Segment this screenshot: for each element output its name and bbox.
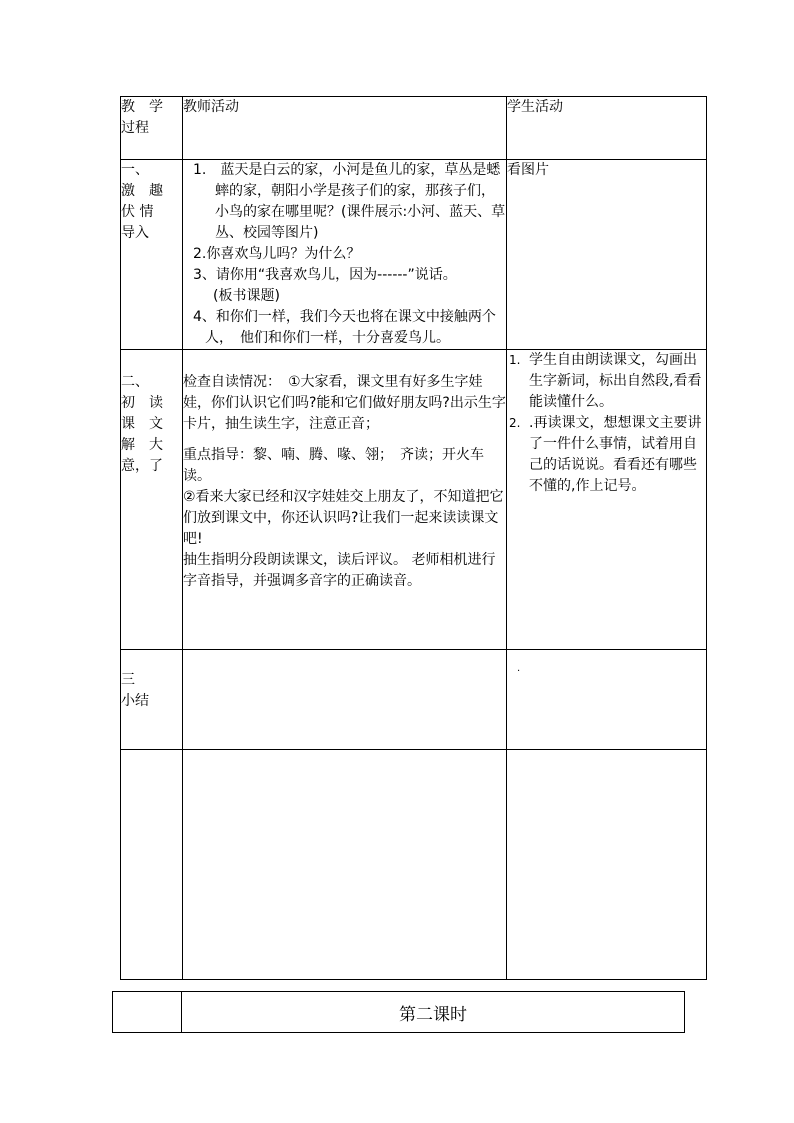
header-student-cell: [507, 97, 707, 160]
list-text: .再读课文，想想课文主要讲了一件什么事情，试着用自己的话说说。看看还有哪些不懂的,作上记号。: [529, 415, 702, 494]
header-teacher-label: 教师活动: [183, 99, 239, 115]
list-text: 学生自由朗读课文，勾画出生字新词，标出自然段,看看能读懂什么。: [529, 352, 702, 410]
stage-line: 小结: [121, 693, 149, 709]
stage-line: 导入: [121, 225, 149, 241]
list-item: [507, 350, 706, 413]
header-stage-label-1: 教 学: [121, 99, 163, 115]
list-number: 2.: [509, 416, 521, 430]
header-student-label: 学生活动: [507, 99, 563, 115]
teacher-item-2: 2.你喜欢鸟儿吗？为什么？: [193, 246, 361, 262]
list-number: 1.: [509, 353, 521, 367]
stage-line: 意，了: [121, 458, 163, 474]
student-list: [507, 350, 706, 497]
empty-cell: [121, 750, 183, 980]
stage-line: 二、: [121, 374, 149, 390]
header-row: [121, 97, 707, 160]
student-mark: .: [517, 663, 521, 674]
stage-line: 一、: [121, 162, 149, 178]
stage-line: 三: [121, 672, 135, 688]
teacher-paragraph: 抽生指明分段朗读课文，读后评议。 老师相机进行字音指导，并强调多音字的正确读音。: [183, 552, 496, 589]
stage-line: 课 文: [121, 416, 163, 432]
list-item: [507, 413, 706, 497]
footer-empty-cell: [113, 992, 182, 1033]
teacher-item-1: 1. 蓝天是白云的家，小河是鱼儿的家，草丛是蟋蟀的家，朝阳小学是孩子们的家，那孩子们，小鸟的家在哪里呢？(课件展示:小河、蓝天、草丛、校园等图片): [193, 162, 506, 241]
teacher-item-4: 4、和你们一样，我们今天也将在课文中接触两个人， 他们和你们一样，十分喜爱鸟儿。: [193, 309, 496, 346]
student-text: 看图片: [507, 162, 549, 178]
student-cell-2: [507, 350, 707, 650]
row-reading: [121, 350, 707, 650]
stage-line: 初 读: [121, 395, 163, 411]
empty-cell: [507, 750, 707, 980]
student-cell-1: [507, 160, 707, 350]
teacher-paragraph: ②看来大家已经和汉字娃娃交上朋友了，不知道把它们放到课文中，你还认识吗?让我们一起来读读课文吧!: [183, 489, 504, 547]
stage-cell-2: [121, 350, 183, 650]
stage-line: 激 趣: [121, 183, 163, 199]
stage-line: 伏 情: [121, 204, 154, 220]
header-stage-cell: [121, 97, 183, 160]
student-cell-3: [507, 650, 707, 750]
row-summary: [121, 650, 707, 750]
teacher-item-3: 3、请你用“我喜欢鸟儿，因为------”说话。: [193, 267, 457, 283]
teacher-item-3-note: (板书课题): [213, 288, 280, 304]
footer-table: [112, 991, 685, 1033]
stage-cell-1: [121, 160, 183, 350]
teacher-paragraph: 检查自读情况： ①大家看，课文里有好多生字娃娃，你们认识它们吗?能和它们做好朋友吗?出示生字卡片，抽生读生字，注意正音；: [183, 374, 506, 432]
footer-title: 第二课时: [182, 992, 685, 1033]
row-empty: [121, 750, 707, 980]
header-stage-label-2: 过程: [121, 120, 149, 136]
row-intro: [121, 160, 707, 350]
stage-line: 解 大: [121, 437, 163, 453]
header-teacher-cell: [183, 97, 507, 160]
empty-cell: [183, 750, 507, 980]
teacher-cell-2: [183, 350, 507, 650]
teacher-cell-1: [183, 160, 507, 350]
teacher-cell-3: [183, 650, 507, 750]
teacher-paragraph: 重点指导：黎、喃、腾、喙、翎； 齐读；开火车读。: [183, 447, 484, 484]
stage-cell-3: [121, 650, 183, 750]
lesson-plan-table: [120, 96, 707, 980]
